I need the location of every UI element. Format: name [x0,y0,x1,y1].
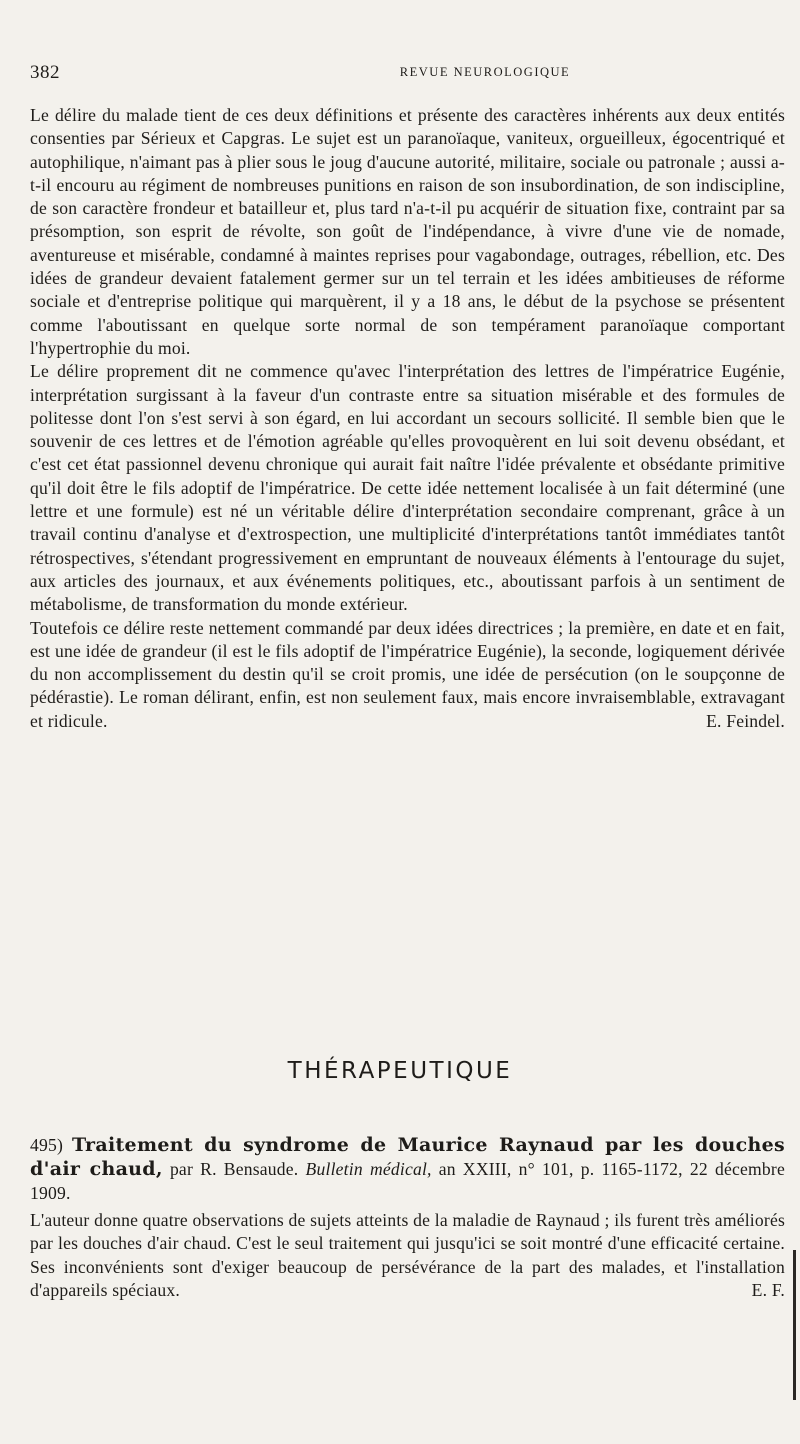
review-paragraph-3 [30,617,785,733]
article-citation: an XXIII, n° 101, p. 1165-1172, 22 décembre 1909. [30,1159,785,1203]
article-body-text: L'auteur donne quatre observations de sujets atteints de la maladie de Raynaud ; ils furent très améliorés par les douches d'air chaud. C'est le seul traitement qui jusqu'ici se soit montré d'une efficacité certaine. Ses inconvénients sont d'exiger beaucoup de persévérance de la part des malades, et l'installation d'appareils spéciaux. [30,1210,785,1300]
article-heading [30,1133,785,1205]
article-number: 495) [30,1135,64,1155]
review-paragraph-2: Le délire proprement dit ne commence qu'avec l'interprétation des lettres de l'impératrice Eugénie, interprétation surgissant à la faveur d'un contraste entre sa situation misérable et des formules de politesse dont l'on s'est servi à son égard, en lui accordant un secours sollicité. Il semble bien que le souvenir de ces lettres et de l'émotion agréable qu'elles provoquèrent en lui soit devenu obsédant, et c'est cet état passionnel devenu chronique qui aurait fait naître l'idée prévalente et obsédante primitive qu'il doit être le fils adoptif de l'impératrice. De cette idée nettement localisée à un fait déterminé (une lettre et une formule) est né un véritable délire d'interprétation secondaire comprenant, grâce à un travail continu d'analyse et d'extrospection, une multiplicité d'interprétations tantôt immédiates tantôt rétrospectives, s'étendant progressivement en empruntant de nouveaux éléments à l'entourage du sujet, aux articles des journaux, et aux événements politiques, etc., aboutissant parfois à un sentiment de métabolisme, de transformation du monde extérieur. [30,361,785,615]
margin-binding-mark [793,1250,796,1400]
article-title: Traitement du syndrome de Maurice Raynaud par les douches d'air chaud, [30,1134,785,1180]
review-paragraph-3-text: Toutefois ce délire reste nettement commandé par deux idées directrices ; la première, en date et en fait, est une idée de grandeur (il est le fils adoptif de l'impératrice Eugénie), la seconde, logiquement dérivée du non accomplissement du destin qu'il se croit promis, une idée de persécution (on le soupçonne de pédérastie). Le roman délirant, enfin, est non seulement faux, mais encore invraisemblable, extravagant et ridicule. [30,617,785,731]
article-body [30,1209,785,1302]
review-paragraph-1: Le délire du malade tient de ces deux définitions et présente des caractères inhérents aux deux entités consenties par Sérieux et Capgras. Le sujet est un paranoïaque, vaniteux, orgueilleux, égocentriqué et autophilique, n'aimant pas à plier sous le joug d'aucune autorité, militaire, sociale ou patronale ; aussi a-t-il encouru au régiment de nombreuses punitions en raison de son insubordination, de son indiscipline, de son caractère frondeur et batailleur et, plus tard n'a-t-il pu acquérir de situation fixe, contraint par sa présomption, son esprit de révolte, son goût de l'indépendance, à vivre d'une vie de nomade, aventureuse et misérable, condamné à maintes reprises pour vagabondage, outrages, rébellion, etc. Des idées de grandeur devaient fatalement germer sur un tel terrain et les idées ambitieuses de réforme sociale et d'entreprise politique qui marquèrent, il y a 18 ans, le début de la psychose se présentent comme l'aboutissant en quelque sorte normal de son tempérament paranoïaque comportant l'hypertrophie du moi. [30,105,785,358]
article-author: par R. Bensaude. [169,1159,299,1179]
running-head [30,62,790,86]
article-journal: Bulletin médical, [305,1159,432,1179]
review-signature: E. Feindel. [706,710,785,731]
page-number: 382 [30,62,60,83]
review-section [30,104,785,733]
section-heading: THÉRAPEUTIQUE [287,1058,513,1084]
journal-title: REVUE NEUROLOGIQUE [399,65,571,79]
article-signature: E. F. [751,1279,785,1300]
article-entry [30,1133,785,1302]
